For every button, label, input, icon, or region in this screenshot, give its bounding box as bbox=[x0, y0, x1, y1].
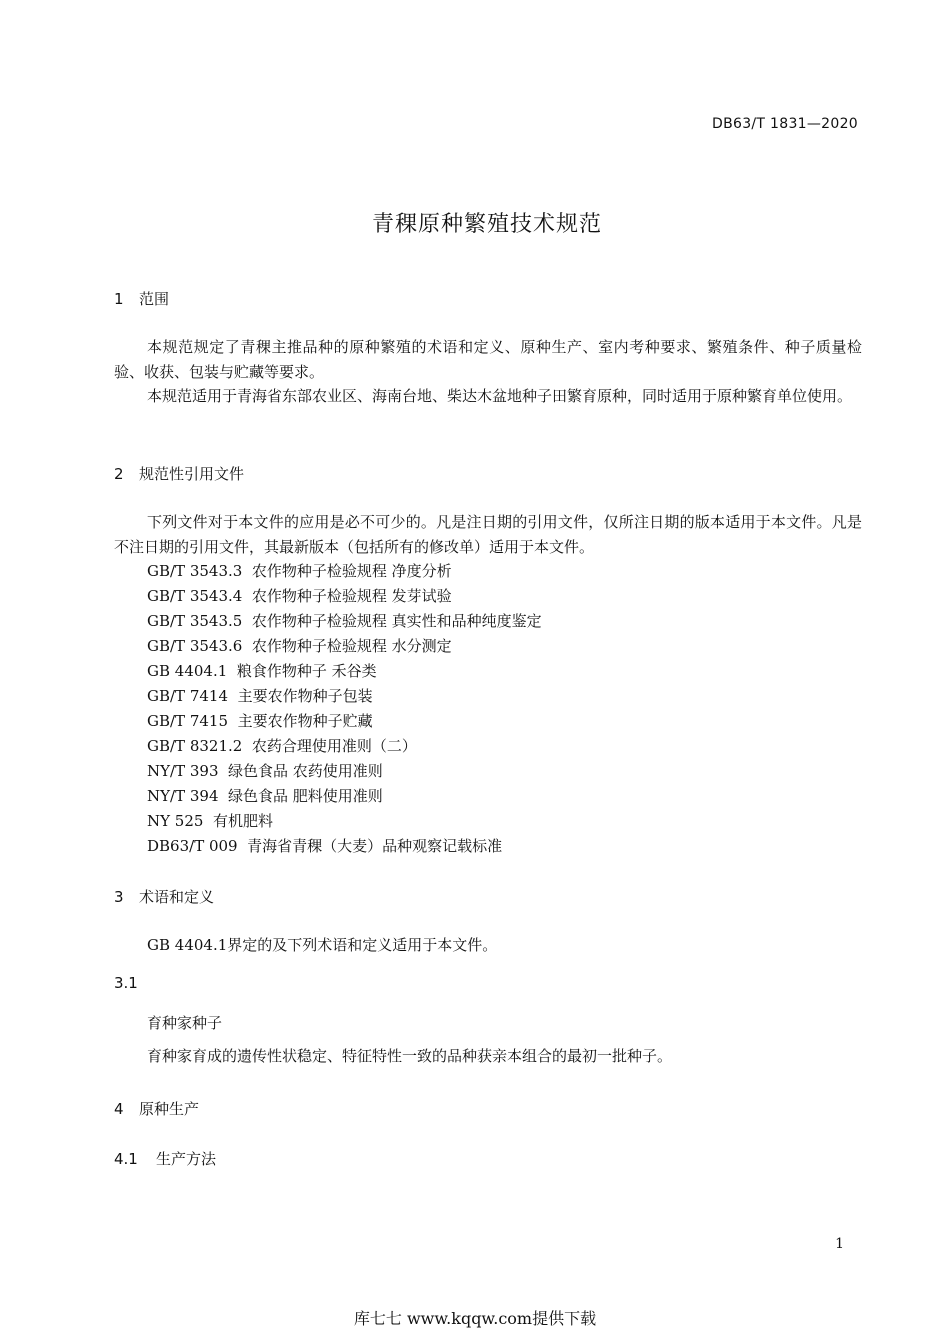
section-title: 规范性引用文件 bbox=[139, 465, 245, 483]
reference-title: 农作物种子检验规程 净度分析 bbox=[251, 562, 452, 580]
reference-item bbox=[147, 785, 383, 806]
reference-item bbox=[147, 685, 373, 706]
reference-code: NY/T 393 bbox=[147, 762, 219, 780]
section-2-heading bbox=[114, 463, 244, 484]
reference-item bbox=[147, 660, 377, 681]
section-title: 术语和定义 bbox=[139, 888, 215, 906]
reference-title: 绿色食品 农药使用准则 bbox=[228, 762, 383, 780]
section-number: 2 bbox=[114, 465, 124, 483]
reference-code: GB 4404.1 bbox=[147, 662, 228, 680]
reference-title: 农作物种子检验规程 水分测定 bbox=[251, 637, 452, 655]
document-title: 青稞原种繁殖技术规范 bbox=[371, 212, 602, 237]
page-number: 1 bbox=[835, 1236, 844, 1252]
term-name: 育种家种子 bbox=[147, 1014, 223, 1032]
reference-title: 主要农作物种子包装 bbox=[237, 687, 373, 705]
reference-item bbox=[147, 835, 502, 856]
reference-title: 粮食作物种子 禾谷类 bbox=[236, 662, 377, 680]
section-1-heading bbox=[114, 288, 169, 309]
paragraph: 下列文件对于本文件的应用是必不可少的。凡是注日期的引用文件，仅所注日期的版本适用于本文件。凡是不注日期的引用文件，其最新版本（包括所有的修改单）适用于本文件。 bbox=[114, 513, 862, 556]
reference-title: 主要农作物种子贮藏 bbox=[237, 712, 373, 730]
paragraph: 本规范规定了青稞主推品种的原种繁殖的术语和定义、原种生产、室内考种要求、繁殖条件、种子质量检验、收获、包装与贮藏等要求。 bbox=[114, 338, 862, 381]
section-title: 范围 bbox=[139, 290, 170, 308]
paragraph: 本规范适用于青海省东部农业区、海南台地、柴达木盆地种子田繁育原种，同时适用于原种繁育单位使用。 bbox=[147, 387, 853, 405]
term-definition: 育种家育成的遗传性状稳定、特征特性一致的品种获亲本组合的最初一批种子。 bbox=[147, 1047, 673, 1065]
section-4-heading bbox=[114, 1098, 199, 1119]
reference-code: GB/T 7415 bbox=[147, 712, 229, 730]
reference-item bbox=[147, 710, 373, 731]
reference-code: NY/T 394 bbox=[147, 787, 219, 805]
reference-title: 农作物种子检验规程 发芽试验 bbox=[251, 587, 452, 605]
reference-item bbox=[147, 735, 417, 756]
reference-title: 农药合理使用准则（二） bbox=[251, 737, 417, 755]
reference-code: NY 525 bbox=[147, 812, 204, 830]
standard-code: DB63/T 1831—2020 bbox=[712, 116, 858, 132]
reference-code: GB/T 3543.5 bbox=[147, 612, 243, 630]
reference-title: 农作物种子检验规程 真实性和品种纯度鉴定 bbox=[251, 612, 542, 630]
section-number: 3 bbox=[114, 888, 124, 906]
subsection-number: 4.1 bbox=[114, 1150, 138, 1168]
section-title: 原种生产 bbox=[139, 1100, 200, 1118]
term-number: 3.1 bbox=[114, 974, 138, 992]
reference-code: GB/T 7414 bbox=[147, 687, 229, 705]
paragraph: GB 4404.1界定的及下列术语和定义适用于本文件。 bbox=[147, 936, 498, 954]
section-number: 1 bbox=[114, 290, 124, 308]
reference-code: GB/T 8321.2 bbox=[147, 737, 243, 755]
section-3-heading bbox=[114, 886, 214, 907]
reference-item bbox=[147, 810, 273, 831]
reference-title: 绿色食品 肥料使用准则 bbox=[228, 787, 383, 805]
reference-item bbox=[147, 585, 452, 606]
reference-title: 青海省青稞（大麦）品种观察记载标准 bbox=[247, 837, 503, 855]
reference-code: DB63/T 009 bbox=[147, 837, 238, 855]
reference-title: 有机肥料 bbox=[212, 812, 273, 830]
download-footer: 库七七 www.kqqw.com提供下载 bbox=[353, 1309, 597, 1328]
subsection-title: 生产方法 bbox=[156, 1150, 217, 1168]
subsection-4-1-heading bbox=[114, 1148, 216, 1169]
reference-item bbox=[147, 760, 383, 781]
reference-code: GB/T 3543.6 bbox=[147, 637, 243, 655]
reference-code: GB/T 3543.4 bbox=[147, 587, 243, 605]
reference-item bbox=[147, 610, 542, 631]
reference-code: GB/T 3543.3 bbox=[147, 562, 243, 580]
reference-item bbox=[147, 635, 452, 656]
reference-item bbox=[147, 560, 452, 581]
section-number: 4 bbox=[114, 1100, 124, 1118]
